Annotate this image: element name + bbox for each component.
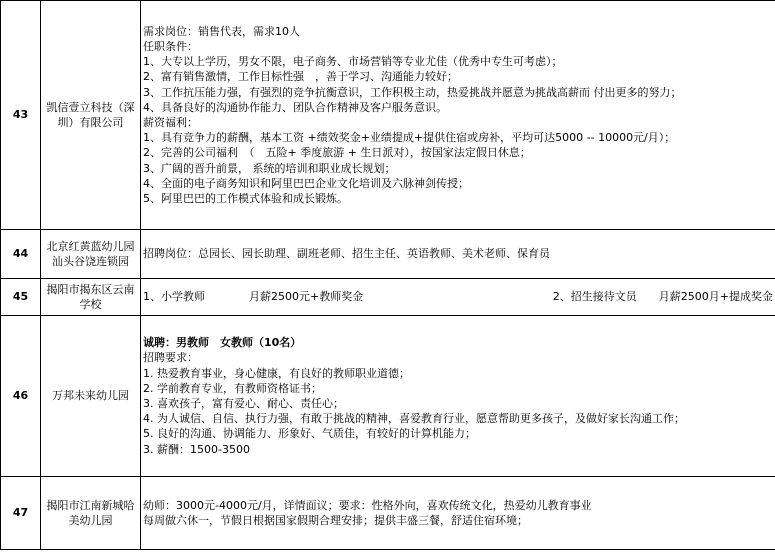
detail-line: 1、大专以上学历，男女不限，电子商务、市场营销等专业尤佳（优秀中专生可考虑）； [143, 55, 563, 69]
table-row [1, 1, 775, 230]
company-name: 凯信壹立科技（深圳）有限公司 [41, 1, 141, 230]
detail-line: 需求岗位：销售代表，需求10人 [143, 24, 300, 38]
job-details [141, 316, 775, 477]
detail-line: 4、全面的电子商务知识和阿里巴巴企业文化培训及六脉神剑传授； [143, 176, 469, 190]
company-name: 揭阳市揭东区云南学校 [41, 279, 141, 316]
company-name: 揭阳市江南新城哈美幼儿园 [41, 477, 141, 550]
row-number: 43 [1, 1, 41, 230]
detail-line: 2. 学前教育专业，有教师资格证书； [143, 381, 322, 395]
job-details [141, 1, 775, 230]
table-row [1, 279, 775, 316]
detail-line: 招聘岗位：总园长、园长助理、副班老师、招生主任、英语教师、美术老师、保育员 [143, 247, 550, 261]
detail-line: 3、广阔的晋升前景， 系统的培训和职业成长规划； [143, 161, 396, 175]
job-details [141, 279, 775, 316]
detail-line: 薪资福利： [143, 116, 198, 129]
row-number: 47 [1, 477, 41, 550]
row-number: 44 [1, 230, 41, 279]
detail-line: 3. 喜欢孩子，富有爱心、耐心、责任心； [143, 397, 344, 410]
row-number: 45 [1, 279, 41, 316]
row-number: 46 [1, 316, 41, 477]
job-item: 2、招生接待文员 月薪2500月+提成奖金 [552, 290, 773, 304]
table-row [1, 230, 775, 279]
job-items [143, 289, 773, 304]
detail-line: 3. 薪酬：1500-3500 [143, 442, 250, 456]
detail-line: 2、完善的公司福利 （ 五险+ 季度旅游 + 生日派对），按国家法定假日休息； [143, 146, 531, 160]
company-name: 万邦未来幼儿园 [41, 316, 141, 477]
detail-line: 5. 良好的沟通、协调能力、形象好、气质佳，有较好的计算机能力； [143, 427, 476, 441]
detail-line: 1、具有竞争力的薪酬，基本工资 +绩效奖金+业绩提成+提供住宿或房补，平均可达5000 -- 10000元/月）； [143, 131, 676, 145]
detail-line: 5、阿里巴巴的工作模式体验和成长锻炼。 [143, 192, 348, 206]
detail-line: 4. 为人诚信、自信、执行力强，有敢于挑战的精神，喜爱教育行业，愿意帮助更多孩子，及做好家长沟通工作； [143, 412, 685, 426]
detail-line: 1. 热爱教育事业，身心健康，有良好的教师职业道德； [143, 366, 410, 380]
detail-line: 3、工作抗压能力强，有强烈的竞争抗衡意识，工作积极主动，热爱挑战并愿意为挑战高薪而 付出更多的努力； [143, 85, 682, 99]
detail-line: 2、富有销售激情，工作目标性强 ，善于学习、沟通能力较好； [143, 70, 458, 84]
detail-line: 4、具备良好的沟通协作能力、团队合作精神及客户服务意识。 [143, 100, 447, 114]
table-row [1, 316, 775, 477]
detail-line: 任职条件： [143, 39, 198, 53]
job-item: 1、小学教师 月薪2500元+教师奖金 [143, 290, 364, 304]
table-row [1, 477, 775, 550]
job-details [141, 477, 775, 550]
company-name: 北京红黄蓝幼儿园汕头谷饶连锁园 [41, 230, 141, 279]
job-details [141, 230, 775, 279]
detail-heading: 诚聘：男教师 女教师（10名） [143, 336, 302, 350]
detail-line: 幼师：3000元-4000元/月，详情面议；要求：性格外向，喜欢传统文化，热爱幼儿教育事业 [143, 498, 592, 512]
detail-line: 每周做六休一，节假日根据国家假期合理安排；提供丰盛三餐，舒适住宿环境； [143, 514, 528, 527]
detail-line: 招聘要求： [143, 351, 198, 365]
